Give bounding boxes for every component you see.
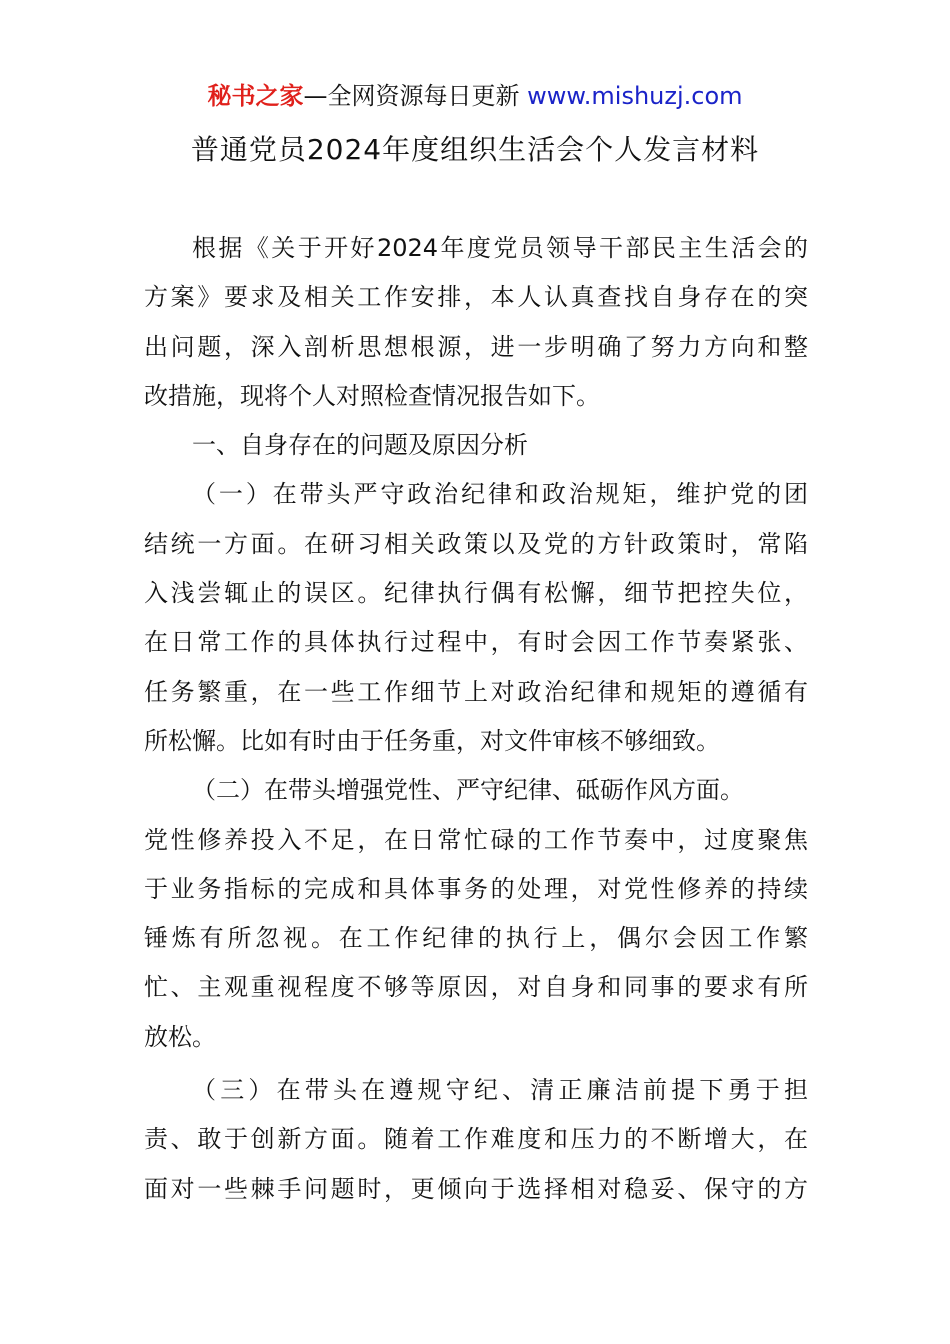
document-title: 普通党员2024年度组织生活会个人发言材料 — [190, 133, 760, 166]
paragraph-line: 面对一些棘手问题时，更倾向于选择相对稳妥、保守的方 — [144, 1174, 808, 1203]
paragraph-line: 入浅尝辄止的误区。纪律执行偶有松懈，细节把控失位， — [144, 579, 808, 608]
paragraph-line: 于业务指标的完成和具体事务的处理，对党性修养的持续 — [144, 874, 808, 903]
paragraph-line: 所松懈。比如有时由于任务重，对文件审核不够细致。 — [144, 726, 720, 755]
paragraph-line: 出问题，深入剖析思想根源，进一步明确了努力方向和整 — [144, 332, 808, 361]
document-body — [144, 224, 808, 1214]
site-url-link[interactable]: www.mishuzj.com — [527, 82, 743, 110]
paragraph-line: 改措施，现将个人对照检查情况报告如下。 — [144, 381, 600, 410]
paragraph-line: （一）在带头严守政治纪律和政治规矩，维护党的团 — [192, 480, 808, 509]
paragraph-line: 任务繁重，在一些工作细节上对政治纪律和规矩的遵循有 — [144, 677, 808, 706]
paragraph-line: 在日常工作的具体执行过程中，有时会因工作节奏紧张、 — [144, 628, 808, 657]
section-heading: 一、自身存在的问题及原因分析 — [192, 431, 528, 460]
paragraph-line: 方案》要求及相关工作安排，本人认真查找自身存在的突 — [144, 283, 808, 312]
paragraph-line: 党性修养投入不足，在日常忙碌的工作节奏中，过度聚焦 — [144, 825, 808, 854]
paragraph-line: 根据《关于开好2024年度党员领导干部民主生活会的 — [192, 234, 808, 262]
site-banner — [0, 78, 950, 114]
paragraph-line: （二）在带头增强党性、严守纪律、砥砺作风方面。 — [192, 776, 744, 805]
site-brand: 秘书之家 — [207, 82, 304, 110]
paragraph-line: 结统一方面。在研习相关政策以及党的方针政策时，常陷 — [144, 529, 808, 558]
paragraph-line: 锤炼有所忽视。在工作纪律的执行上，偶尔会因工作繁 — [144, 924, 808, 953]
site-tagline: —全网资源每日更新 — [303, 82, 520, 110]
paragraph-line: （三）在带头在遵规守纪、清正廉洁前提下勇于担 — [192, 1076, 808, 1105]
paragraph-line: 责、敢于创新方面。随着工作难度和压力的不断增大，在 — [144, 1125, 808, 1154]
paragraph-line: 放松。 — [144, 1022, 216, 1051]
paragraph-line: 忙、主观重视程度不够等原因，对自身和同事的要求有所 — [144, 973, 808, 1002]
